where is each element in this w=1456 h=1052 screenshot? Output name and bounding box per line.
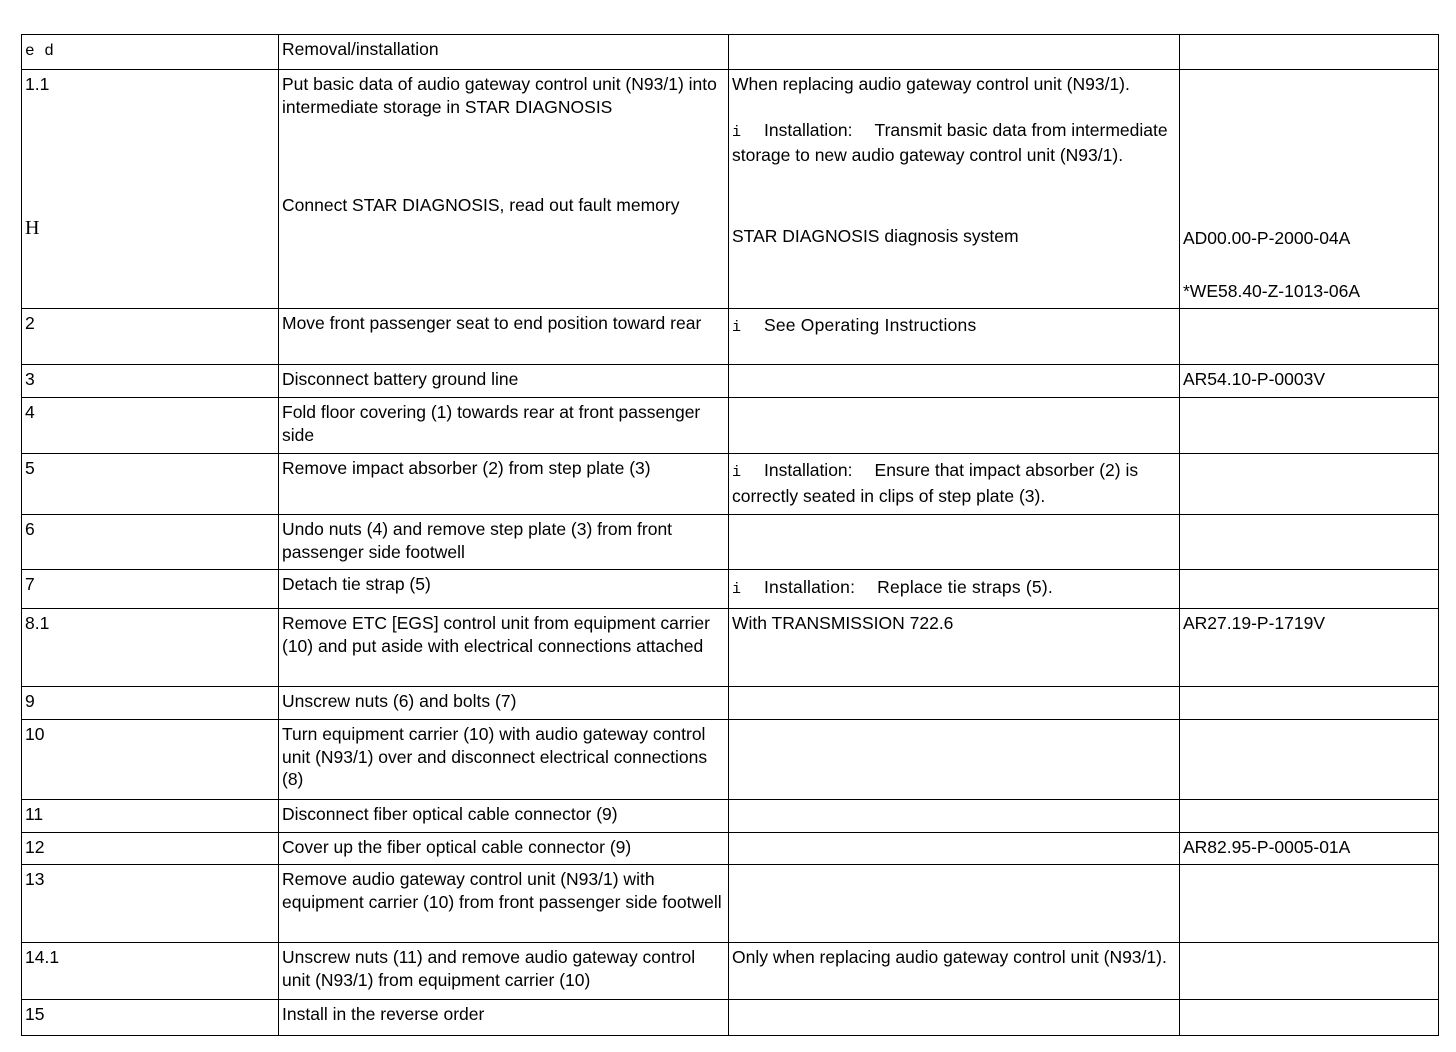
note-cell: [729, 70, 1180, 309]
table-row: [22, 454, 1439, 515]
step-cell: [22, 720, 279, 800]
action-cell: [279, 720, 729, 800]
note-cell: [729, 309, 1180, 365]
note-cell: [729, 365, 1180, 398]
table-row: [22, 865, 1439, 943]
action-text: Cover up the fiber optical cable connector (9): [282, 837, 632, 857]
info-label: Installation:: [764, 460, 853, 480]
step-number: 6: [25, 519, 35, 539]
action-cell: [279, 365, 729, 398]
step-cell: [22, 309, 279, 365]
table-row: [22, 800, 1439, 833]
reference-code: AR54.10-P-0003V: [1183, 369, 1326, 389]
step-cell: [22, 943, 279, 1000]
note-cell: [729, 570, 1180, 609]
step-number: 9: [25, 691, 35, 711]
note-text: Only when replacing audio gateway control unit (N93/1).: [732, 947, 1167, 967]
note-cell: [729, 398, 1180, 454]
ref-cell: [1180, 943, 1439, 1000]
action-text: Install in the reverse order: [282, 1004, 485, 1024]
header-step-cell: [22, 35, 279, 70]
info-icon: i: [732, 581, 742, 598]
note-cell: [729, 687, 1180, 720]
action-text: Undo nuts (4) and remove step plate (3) from front passenger side footwell: [282, 519, 673, 562]
ref-cell: [1180, 454, 1439, 515]
ref-cell: [1180, 609, 1439, 687]
action-cell: [279, 309, 729, 365]
step-cell: [22, 687, 279, 720]
action-text: Disconnect battery ground line: [282, 369, 519, 389]
step-number: 13: [25, 869, 45, 889]
action-text: Remove audio gateway control unit (N93/1) with equipment carrier (10) from front passenger side footwell: [282, 869, 722, 912]
note-text: STAR DIAGNOSIS diagnosis system: [732, 225, 1019, 246]
action-text: Turn equipment carrier (10) with audio gateway control unit (N93/1) over and disconnect electrical connections (8): [282, 724, 708, 789]
ref-cell: [1180, 800, 1439, 833]
action-cell: [279, 1000, 729, 1036]
step-cell: [22, 1000, 279, 1036]
action-text: Unscrew nuts (6) and bolts (7): [282, 691, 517, 711]
action-cell: [279, 70, 729, 309]
action-cell: [279, 943, 729, 1000]
note-text: With TRANSMISSION 722.6: [732, 613, 954, 633]
step-number: 5: [25, 458, 35, 478]
step-cell: [22, 515, 279, 570]
action-cell: [279, 454, 729, 515]
table-row: [22, 70, 1439, 309]
step-cell: [22, 865, 279, 943]
step-number: 10: [25, 724, 45, 744]
action-cell: [279, 570, 729, 609]
info-icon: i: [732, 464, 742, 481]
info-note: [732, 576, 1176, 602]
info-icon: i: [732, 123, 742, 141]
table-row: [22, 687, 1439, 720]
table-row: [22, 570, 1439, 609]
info-text: See Operating Instructions: [764, 315, 977, 335]
info-text: Ensure that impact absorber (2) is correctly seated in clips of step plate (3).: [732, 460, 1139, 506]
ref-cell: [1180, 865, 1439, 943]
ref-cell: [1180, 515, 1439, 570]
step-cell: [22, 70, 279, 309]
action-cell: [279, 515, 729, 570]
info-label: Installation:: [764, 119, 853, 140]
action-text: Disconnect fiber optical cable connector (9): [282, 804, 618, 824]
action-cell: [279, 398, 729, 454]
header-action-cell: [279, 35, 729, 70]
ref-cell: [1180, 309, 1439, 365]
reference-code: *WE58.40-Z-1013-06A: [1183, 280, 1361, 301]
note-cell: [729, 833, 1180, 865]
step-number: 12: [25, 837, 45, 857]
ref-cell: [1180, 570, 1439, 609]
table-header-row: [22, 35, 1439, 70]
step-number: 8.1: [25, 613, 50, 633]
action-cell: [279, 609, 729, 687]
action-text: Remove ETC [EGS] control unit from equipment carrier (10) and put aside with electrical connections attached: [282, 613, 710, 656]
ref-cell: [1180, 365, 1439, 398]
action-text: Put basic data of audio gateway control unit (N93/1) into intermediate storage in STAR DIAGNOSIS: [282, 74, 717, 117]
step-number: 4: [25, 402, 35, 422]
info-icon: i: [732, 319, 742, 336]
table-row: [22, 833, 1439, 865]
action-cell: [279, 687, 729, 720]
ref-cell: [1180, 70, 1439, 309]
step-cell: [22, 800, 279, 833]
info-note: [732, 314, 1176, 340]
step-number: 14.1: [25, 947, 60, 967]
table-row: [22, 1000, 1439, 1036]
step-number: 7: [25, 574, 35, 594]
reference-code: AR27.19-P-1719V: [1183, 613, 1326, 633]
table-row: [22, 515, 1439, 570]
note-text: When replacing audio gateway control unit (N93/1).: [732, 74, 1130, 94]
ref-cell: [1180, 1000, 1439, 1036]
table-row: [22, 720, 1439, 800]
reference-code: AR82.95-P-0005-01A: [1183, 837, 1351, 857]
reference-code: AD00.00-P-2000-04A: [1183, 228, 1351, 248]
action-text: Detach tie strap (5): [282, 574, 431, 594]
header-ref-cell: [1180, 35, 1439, 70]
ref-cell: [1180, 720, 1439, 800]
note-cell: [729, 454, 1180, 515]
ref-cell: [1180, 398, 1439, 454]
step-number: 15: [25, 1004, 45, 1024]
step-number: H: [25, 216, 40, 239]
info-label: Installation:: [764, 577, 856, 597]
note-cell: [729, 943, 1180, 1000]
ref-cell: [1180, 687, 1439, 720]
note-cell: [729, 720, 1180, 800]
info-note: [732, 459, 1176, 507]
header-note-cell: [729, 35, 1180, 70]
note-cell: [729, 800, 1180, 833]
step-number: 2: [25, 313, 35, 333]
step-number: 1.1: [25, 74, 50, 94]
note-cell: [729, 1000, 1180, 1036]
info-text: Transmit basic data from intermediate storage to new audio gateway control unit (N93/1).: [732, 119, 1168, 165]
procedure-table: [21, 34, 1439, 1036]
step-cell: [22, 570, 279, 609]
action-text: Fold floor covering (1) towards rear at front passenger side: [282, 402, 701, 445]
note-cell: [729, 609, 1180, 687]
table-row: [22, 609, 1439, 687]
step-cell: [22, 833, 279, 865]
table-row: [22, 398, 1439, 454]
note-cell: [729, 515, 1180, 570]
ref-cell: [1180, 833, 1439, 865]
step-cell: [22, 398, 279, 454]
action-text: Unscrew nuts (11) and remove audio gateway control unit (N93/1) from equipment carrier (10): [282, 947, 696, 990]
header-action-label: Removal/installation: [282, 39, 439, 59]
step-cell: [22, 454, 279, 515]
step-number: 11: [25, 804, 44, 824]
step-cell: [22, 609, 279, 687]
table-row: [22, 365, 1439, 398]
action-text: Connect STAR DIAGNOSIS, read out fault memory: [282, 195, 680, 215]
info-note: [732, 119, 1176, 167]
note-cell: [729, 865, 1180, 943]
table-row: [22, 943, 1439, 1000]
action-cell: [279, 833, 729, 865]
action-text: Remove impact absorber (2) from step plate (3): [282, 458, 651, 478]
action-text: Move front passenger seat to end position toward rear: [282, 313, 702, 333]
step-number: 3: [25, 369, 35, 389]
action-cell: [279, 800, 729, 833]
step-cell: [22, 365, 279, 398]
header-step-label: e d: [25, 42, 54, 60]
info-text: Replace tie straps (5).: [877, 577, 1053, 597]
table-row: [22, 309, 1439, 365]
action-cell: [279, 865, 729, 943]
